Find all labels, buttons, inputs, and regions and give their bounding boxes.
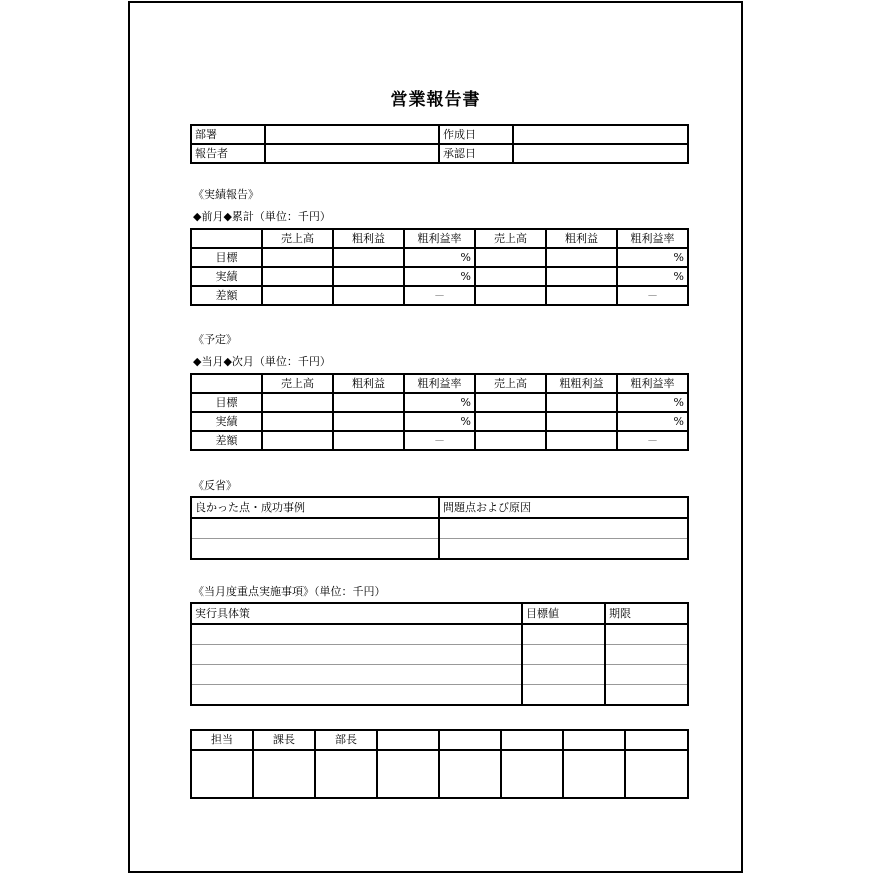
performance-table	[190, 228, 689, 306]
col-header: 粗利益率	[404, 374, 475, 393]
cell[interactable]	[262, 431, 333, 450]
cell[interactable]	[475, 286, 546, 305]
deadline-cell[interactable]	[605, 665, 688, 685]
percent-cell[interactable]: %	[617, 248, 688, 267]
approver-label	[501, 730, 563, 750]
percent-cell[interactable]: %	[404, 393, 475, 412]
focus-row	[191, 685, 688, 706]
actual-row	[191, 267, 688, 286]
reflection-section-label: 《反省》	[193, 479, 237, 492]
col-header: 売上高	[262, 374, 333, 393]
target-cell[interactable]	[522, 624, 605, 645]
cell[interactable]	[546, 248, 617, 267]
row-label: 実績	[191, 267, 262, 286]
deadline-cell[interactable]	[605, 685, 688, 706]
col-header: 粗利益	[546, 229, 617, 248]
approver-label: 担当	[191, 730, 253, 750]
approver-label: 部長	[315, 730, 377, 750]
good-points-label: 良かった点・成功事例	[191, 497, 439, 518]
stamp-box[interactable]	[563, 750, 625, 798]
percent-cell[interactable]: %	[404, 248, 475, 267]
cell[interactable]	[333, 267, 404, 286]
focus-row	[191, 624, 688, 645]
good-points-cell[interactable]	[191, 539, 439, 560]
reflection-header-row	[191, 497, 688, 518]
cell[interactable]	[475, 248, 546, 267]
reflection-row	[191, 539, 688, 560]
row-label: 差額	[191, 286, 262, 305]
row-label: 実績	[191, 412, 262, 431]
cell[interactable]	[546, 431, 617, 450]
cell[interactable]	[333, 393, 404, 412]
actual-row	[191, 412, 688, 431]
stamp-box[interactable]	[439, 750, 501, 798]
row-label: 目標	[191, 393, 262, 412]
deadline-cell[interactable]	[605, 645, 688, 665]
stamp-box[interactable]	[377, 750, 439, 798]
target-value-label: 目標値	[522, 603, 605, 624]
approver-label	[563, 730, 625, 750]
col-header: 粗利益	[333, 374, 404, 393]
dash-cell: －	[617, 286, 688, 305]
focus-row	[191, 645, 688, 665]
cell[interactable]	[333, 286, 404, 305]
col-header: 売上高	[475, 229, 546, 248]
corner-cell	[191, 374, 262, 393]
plan-cell[interactable]	[191, 624, 522, 645]
reporter-label: 報告者	[191, 144, 265, 163]
cell[interactable]	[262, 248, 333, 267]
approved-date-field[interactable]	[513, 144, 688, 163]
approval-header-row	[191, 730, 688, 750]
cell[interactable]	[475, 267, 546, 286]
plan-cell[interactable]	[191, 645, 522, 665]
report-page	[128, 1, 743, 873]
info-row-1	[191, 125, 688, 144]
row-label: 差額	[191, 431, 262, 450]
reflection-row	[191, 518, 688, 539]
stamp-box[interactable]	[501, 750, 563, 798]
approver-label	[625, 730, 688, 750]
stamp-box[interactable]	[253, 750, 315, 798]
focus-header-row	[191, 603, 688, 624]
created-date-label: 作成日	[439, 125, 513, 144]
plan-cell[interactable]	[191, 685, 522, 706]
cell[interactable]	[546, 286, 617, 305]
plan-header-row	[191, 374, 688, 393]
col-header: 売上高	[475, 374, 546, 393]
cell[interactable]	[333, 248, 404, 267]
stamp-box[interactable]	[191, 750, 253, 798]
plan-table	[190, 373, 689, 451]
approved-date-label: 承認日	[439, 144, 513, 163]
performance-sub-label: ◆前月◆累計（単位：千円）	[193, 210, 331, 223]
deadline-cell[interactable]	[605, 624, 688, 645]
cell[interactable]	[546, 267, 617, 286]
info-table	[190, 124, 689, 164]
plan-sub-label: ◆当月◆次月（単位：千円）	[193, 355, 331, 368]
info-row-2	[191, 144, 688, 163]
cell[interactable]	[475, 393, 546, 412]
stamp-row	[191, 750, 688, 798]
dash-cell: －	[404, 431, 475, 450]
problems-cell[interactable]	[439, 518, 688, 539]
reflection-table	[190, 496, 689, 560]
cell[interactable]	[475, 412, 546, 431]
cell[interactable]	[333, 431, 404, 450]
cell[interactable]	[546, 393, 617, 412]
cell[interactable]	[546, 412, 617, 431]
col-header: 粗粗利益	[546, 374, 617, 393]
target-cell[interactable]	[522, 665, 605, 685]
cell[interactable]	[333, 412, 404, 431]
approval-table	[190, 729, 689, 799]
difference-row	[191, 431, 688, 450]
focus-table	[190, 602, 689, 706]
performance-header-row	[191, 229, 688, 248]
approver-label: 課長	[253, 730, 315, 750]
deadline-label: 期限	[605, 603, 688, 624]
target-cell[interactable]	[522, 685, 605, 706]
dept-field[interactable]	[265, 125, 439, 144]
col-header: 粗利益率	[617, 229, 688, 248]
col-header: 粗利益率	[404, 229, 475, 248]
col-header: 粗利益	[333, 229, 404, 248]
target-row	[191, 248, 688, 267]
dash-cell: －	[404, 286, 475, 305]
percent-cell[interactable]: %	[404, 267, 475, 286]
performance-section-label: 《実績報告》	[193, 188, 259, 201]
dash-cell: －	[617, 431, 688, 450]
reporter-field[interactable]	[265, 144, 439, 163]
target-cell[interactable]	[522, 645, 605, 665]
plan-measures-label: 実行具体策	[191, 603, 522, 624]
problems-label: 問題点および原因	[439, 497, 688, 518]
plan-cell[interactable]	[191, 665, 522, 685]
cell[interactable]	[475, 431, 546, 450]
percent-cell[interactable]: %	[617, 267, 688, 286]
cell[interactable]	[262, 412, 333, 431]
stamp-box[interactable]	[625, 750, 688, 798]
approver-label	[377, 730, 439, 750]
corner-cell	[191, 229, 262, 248]
difference-row	[191, 286, 688, 305]
cell[interactable]	[262, 267, 333, 286]
created-date-field[interactable]	[513, 125, 688, 144]
page-title: 営業報告書	[390, 90, 481, 110]
focus-section-label: 《当月度重点実施事項》（単位：千円）	[193, 585, 386, 598]
approver-label	[439, 730, 501, 750]
plan-section-label: 《予定》	[193, 333, 237, 346]
cell[interactable]	[262, 393, 333, 412]
problems-cell[interactable]	[439, 539, 688, 560]
col-header: 売上高	[262, 229, 333, 248]
focus-row	[191, 665, 688, 685]
dept-label: 部署	[191, 125, 265, 144]
good-points-cell[interactable]	[191, 518, 439, 539]
target-row	[191, 393, 688, 412]
stamp-box[interactable]	[315, 750, 377, 798]
col-header: 粗利益率	[617, 374, 688, 393]
percent-cell[interactable]: %	[617, 393, 688, 412]
percent-cell[interactable]: %	[404, 412, 475, 431]
row-label: 目標	[191, 248, 262, 267]
cell[interactable]	[262, 286, 333, 305]
percent-cell[interactable]: %	[617, 412, 688, 431]
